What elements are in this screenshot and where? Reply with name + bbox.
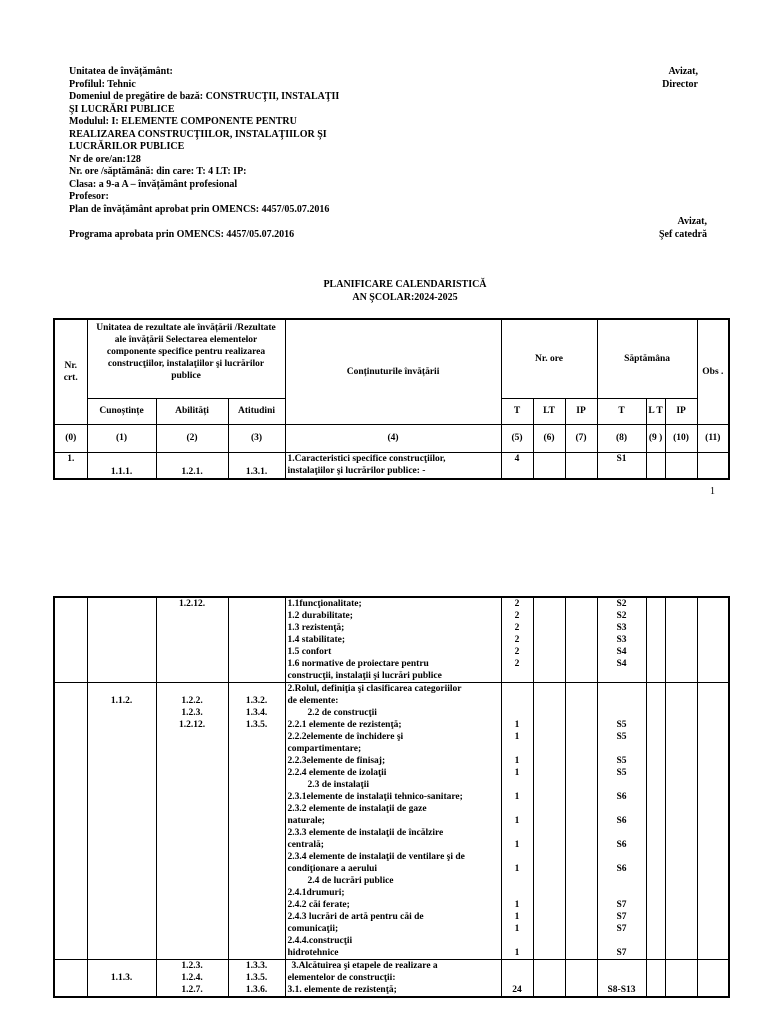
ore-value: 1 <box>514 720 520 730</box>
sapt-value: S2 <box>616 599 627 609</box>
continut-line: 2.3.4 elemente de instalaţii de ventilare şi de <box>287 852 465 862</box>
sapt-value: S5 <box>616 768 627 778</box>
abilitati-value: 1.2.7. <box>181 985 203 995</box>
ore-value: 1 <box>514 768 520 778</box>
continut-cell <box>285 597 501 683</box>
sapt-value: S5 <box>616 720 627 730</box>
atitudini-cell <box>228 683 285 960</box>
continut-line: 2.3.1elemente de instalaţii tehnico-sanitare; <box>287 792 463 802</box>
index-cell: (4) <box>285 424 501 452</box>
sapt-ip-cell <box>665 960 697 998</box>
continut-line: 1.4 stabilitate; <box>287 635 346 645</box>
col-ip: IP <box>565 398 597 424</box>
sapt-value <box>600 779 644 791</box>
ore-value <box>504 707 531 719</box>
continut-line: 2.2.2elemente de închidere şi <box>287 732 404 742</box>
cunostinte-value: 1.1.3. <box>110 973 133 983</box>
atitudini-value: 1.3.6. <box>245 985 268 995</box>
col-nr-crt: Nr. crt. <box>54 319 87 424</box>
sapt-value <box>600 707 644 719</box>
atitudini-value: 1.3.5. <box>245 720 268 730</box>
header-line: LUCRĂRILOR PUBLICE <box>69 141 185 152</box>
ore-value <box>504 935 531 947</box>
sapt-t-cell <box>597 597 646 683</box>
sapt-value: S2 <box>616 611 627 621</box>
header-line: Clasa: a 9-a A – învățământ profesional <box>69 178 238 190</box>
continut-line: elementelor de construcţii: <box>287 973 396 983</box>
sapt-value <box>600 743 644 755</box>
sapt-value: S4 <box>616 659 627 669</box>
continut-line: naturale; <box>287 816 325 826</box>
ore-value <box>504 887 531 899</box>
col-sapt-lt: L T <box>646 398 665 424</box>
cunostinte-cell <box>87 960 156 998</box>
continut-line: 1.6 normative de proiectare pentru <box>287 659 429 669</box>
ore-value <box>504 743 531 755</box>
header-line: REALIZAREA CONSTRUCŢIILOR, INSTALAŢIILOR ŞI <box>69 128 327 140</box>
index-cell: (6) <box>533 424 565 452</box>
sapt-value: S6 <box>616 816 627 826</box>
ore-ip-cell <box>565 960 597 998</box>
ore-value: 1 <box>514 948 520 958</box>
continut-line: hidrotehnice <box>287 948 339 958</box>
continut-cell <box>285 683 501 960</box>
col-sapt-t: T <box>597 398 646 424</box>
continut-line: instalaţiilor şi lucrărilor publice: - <box>287 465 426 476</box>
nr-crt-cell <box>54 683 87 960</box>
ore-value: 1 <box>514 732 520 742</box>
col-cunostinte: Cunoștințe <box>87 398 156 424</box>
sapt-value: S3 <box>616 623 627 633</box>
atitudini-value: 1.3.3. <box>245 961 268 971</box>
ore-value: 2 <box>514 635 520 645</box>
avizat-label: Avizat, <box>668 66 698 77</box>
continut-line: construcţii, instalaţii şi lucrări publice <box>287 671 442 681</box>
ore-value <box>504 875 531 887</box>
table-row <box>54 452 729 479</box>
cunostinte-cell <box>87 597 156 683</box>
table-row <box>54 683 729 960</box>
continut-line: 3.1. elemente de rezistenţă; <box>287 985 397 995</box>
obs-cell <box>697 452 729 479</box>
header-line: ŞI LUCRĂRI PUBLICE <box>69 103 175 115</box>
sapt-lt-cell <box>646 960 665 998</box>
continut-line: comunicaţii; <box>287 924 339 934</box>
planning-table-page-2 <box>53 596 730 998</box>
sapt-ip-cell <box>665 452 697 479</box>
continut-line: 1.5 confort <box>287 647 332 657</box>
continut-cell <box>285 452 501 479</box>
table-row <box>54 597 729 683</box>
ore-value: 1 <box>514 840 520 850</box>
sapt-value <box>600 875 644 887</box>
page-number: 1 <box>710 486 715 497</box>
continut-line: de elemente: <box>287 696 339 706</box>
sapt-value <box>600 683 644 695</box>
continut-line: 2.3.3 elemente de instalaţii de încălzire <box>287 828 444 838</box>
ore-lt-cell <box>533 452 565 479</box>
abilitati-value: 1.2.3. <box>181 961 203 971</box>
ore-value: 2 <box>514 659 520 669</box>
obs-cell <box>697 960 729 998</box>
ore-value <box>504 803 531 815</box>
index-cell: (7) <box>565 424 597 452</box>
ore-lt-cell <box>533 597 565 683</box>
ore-value: 2 <box>514 647 520 657</box>
ore-value: 1 <box>514 756 520 766</box>
sapt-ip-cell <box>665 597 697 683</box>
obs-cell <box>697 597 729 683</box>
index-cell: (9 ) <box>646 424 665 452</box>
ore-t-cell <box>501 597 533 683</box>
cunostinte-cell <box>87 683 156 960</box>
cunostinte-value: 1.1.2. <box>110 696 133 706</box>
ore-value: 1 <box>514 912 520 922</box>
sapt-value: S5 <box>616 732 627 742</box>
index-cell: (0) <box>54 424 87 452</box>
header-line: Nr. ore /săptămână: din care: T: 4 LT: IP: <box>69 166 247 177</box>
continut-subheading: 2.2 de construcţii <box>307 708 377 718</box>
ore-lt-cell <box>533 683 565 960</box>
avizat-label: Avizat, <box>677 216 707 227</box>
ore-value: 1 <box>514 792 520 802</box>
col-lt: LT <box>533 398 565 424</box>
ore-t-cell: 24 <box>501 960 533 998</box>
index-cell: (8) <box>597 424 646 452</box>
sef-catedra-label: Şef catedră <box>658 228 707 240</box>
sapt-value: S6 <box>616 864 627 874</box>
header-line: Unitatea de învățământ: <box>69 66 173 77</box>
abilitati-cell: 1.2.1. <box>156 452 228 479</box>
cunostinte-cell: 1.1.1. <box>87 452 156 479</box>
ore-value: 1 <box>514 816 520 826</box>
sapt-value <box>600 827 644 839</box>
abilitati-value: 1.2.3. <box>181 708 203 718</box>
ore-value <box>504 779 531 791</box>
abilitati-cell <box>156 960 228 998</box>
abilitati-cell: 1.2.12. <box>156 597 228 683</box>
continut-line: centrală; <box>287 840 324 850</box>
header-line: Domeniul de pregătire de bază: CONSTRUCŢII, INSTALAŢII <box>69 91 340 102</box>
obs-cell <box>697 683 729 960</box>
abilitati-cell <box>156 683 228 960</box>
col-sapt-ip: IP <box>665 398 697 424</box>
col-t: T <box>501 398 533 424</box>
ore-value <box>504 851 531 863</box>
abilitati-value: 1.2.12. <box>178 720 206 730</box>
index-cell: (2) <box>156 424 228 452</box>
continut-line: 2.4.3 lucrări de artă pentru căi de <box>287 912 424 922</box>
continut-line: 1.2 durabilitate; <box>287 611 353 621</box>
page-title <box>280 279 530 304</box>
ore-value: 1 <box>514 864 520 874</box>
sapt-value: S3 <box>616 635 627 645</box>
sapt-value: S7 <box>616 924 627 934</box>
abilitati-value: 1.2.4. <box>181 973 203 983</box>
continut-line: 2.4.4.construcţii <box>287 936 353 946</box>
ore-value: 2 <box>514 623 520 633</box>
sapt-value: S5 <box>616 756 627 766</box>
sapt-value <box>600 803 644 815</box>
continut-line: 2.3.2 elemente de instalaţii de gaze <box>287 804 427 814</box>
ore-value: 2 <box>514 599 520 609</box>
col-obs: Obs . <box>697 319 729 424</box>
ore-value: 2 <box>514 611 520 621</box>
planning-table-page-1 <box>53 318 730 480</box>
ore-ip-cell <box>565 683 597 960</box>
continut-cell <box>285 960 501 998</box>
atitudini-value: 1.3.2. <box>245 696 268 706</box>
nr-crt-cell: 1. <box>54 452 87 479</box>
col-unitate-rezultate: Unitatea de rezultate ale învățării /Rezultate ale învățării Selectarea elementelor componente specifice pentru realizarea construcţiilor, instalaţiilor şi lucrărilor publice <box>87 319 285 398</box>
atitudini-cell: 1.3.1. <box>228 452 285 479</box>
header-line: Nr de ore/an:128 <box>69 153 141 165</box>
sapt-value <box>600 695 644 707</box>
sapt-value <box>600 887 644 899</box>
sapt-t-cell <box>597 683 646 960</box>
sapt-t-cell: S1 <box>597 452 646 479</box>
ore-value: 1 <box>514 924 520 934</box>
col-atitudini: Atitudini <box>228 398 285 424</box>
continut-subheading: 2.3 de instalaţii <box>307 780 369 790</box>
abilitati-value: 1.2.2. <box>181 696 203 706</box>
sapt-value: S7 <box>616 900 627 910</box>
sapt-value <box>600 851 644 863</box>
header-line: Profesor: <box>69 191 109 202</box>
sapt-value <box>600 935 644 947</box>
title-line-1: PLANIFICARE CALENDARISTICĂ <box>323 279 487 290</box>
sapt-lt-cell <box>646 683 665 960</box>
sapt-value: S4 <box>616 647 627 657</box>
avizat-sef-catedra <box>659 216 707 241</box>
continut-line: 2.4.2 căi ferate; <box>287 900 350 910</box>
continut-line: 1.3 rezistenţă; <box>287 623 345 633</box>
sapt-value: S7 <box>616 912 627 922</box>
ore-lt-cell <box>533 960 565 998</box>
index-cell: (1) <box>87 424 156 452</box>
continut-line: 2.2.4 elemente de izolaţii <box>287 768 387 778</box>
atitudini-value: 1.3.5. <box>245 973 268 983</box>
index-cell: (10) <box>665 424 697 452</box>
sapt-value: S7 <box>616 948 627 958</box>
continut-line: 3.Alcătuirea şi etapele de realizare a <box>291 961 438 971</box>
ore-t-cell <box>501 683 533 960</box>
index-cell: (5) <box>501 424 533 452</box>
atitudini-cell <box>228 597 285 683</box>
sapt-lt-cell <box>646 452 665 479</box>
programa-line: Programa aprobata prin OMENCS: 4457/05.07.2016 <box>69 229 295 240</box>
sapt-t-cell: S8-S13 <box>597 960 646 998</box>
header-line: Profilul: Tehnic <box>69 78 136 90</box>
ore-value <box>504 683 531 695</box>
director-label: Director <box>662 78 698 90</box>
continut-subheading: 2.4 de lucrări publice <box>307 876 394 886</box>
sapt-lt-cell <box>646 597 665 683</box>
continut-line: 2.2.3elemente de finisaj; <box>287 756 386 766</box>
ore-t-cell: 4 <box>501 452 533 479</box>
sapt-value: S6 <box>616 840 627 850</box>
col-continuturi: Conținuturile învățării <box>285 319 501 424</box>
continut-line: 2.4.1drumuri; <box>287 888 345 898</box>
avizat-director <box>662 66 698 91</box>
header-info <box>69 66 339 216</box>
index-cell: (11) <box>697 424 729 452</box>
continut-line: condiţionare a aerului <box>287 864 378 874</box>
nr-crt-cell <box>54 960 87 998</box>
table-row <box>54 960 729 998</box>
index-cell: (3) <box>228 424 285 452</box>
header-line: Plan de învățământ aprobat prin OMENCS: 4457/05.07.2016 <box>69 203 330 215</box>
ore-value <box>504 695 531 707</box>
ore-value: 1 <box>514 900 520 910</box>
col-saptamana: Săptămâna <box>597 319 697 398</box>
atitudini-cell <box>228 960 285 998</box>
continut-line: 1.1funcţionalitate; <box>287 599 362 609</box>
continut-line: 1.Caracteristici specifice construcţiilor, <box>287 453 446 464</box>
continut-line: compartimentare; <box>287 744 362 754</box>
continut-line: 2.2.1 elemente de rezistenţă; <box>287 720 402 730</box>
atitudini-value: 1.3.4. <box>245 708 268 718</box>
continut-line: 2.Rolul, definiţia şi clasificarea categoriilor <box>287 684 462 694</box>
header-line: Modulul: I: ELEMENTE COMPONENTE PENTRU <box>69 116 297 127</box>
col-abilitati: Abilități <box>156 398 228 424</box>
col-nr-ore: Nr. ore <box>501 319 597 398</box>
ore-value <box>504 827 531 839</box>
ore-ip-cell <box>565 452 597 479</box>
sapt-ip-cell <box>665 683 697 960</box>
ore-ip-cell <box>565 597 597 683</box>
nr-crt-cell <box>54 597 87 683</box>
title-line-2: AN ŞCOLAR:2024-2025 <box>352 291 458 303</box>
sapt-value: S6 <box>616 792 627 802</box>
